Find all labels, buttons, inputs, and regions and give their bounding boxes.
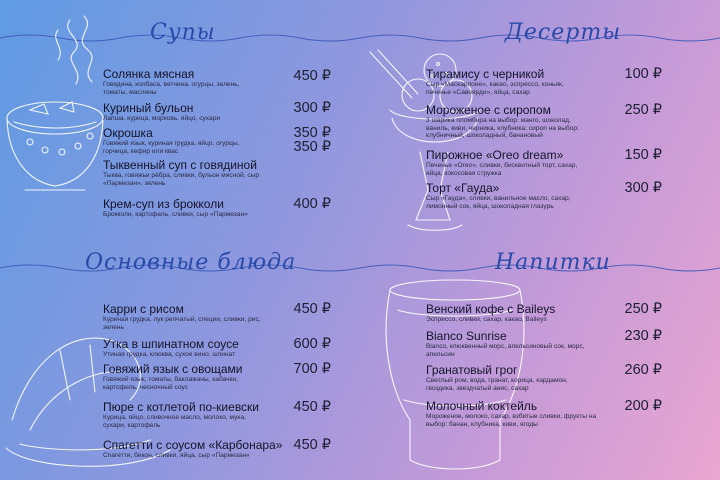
menu-item-description: Bianco, клюквенный морс, апельсиновый сок, морс, апельсин xyxy=(426,343,585,358)
menu-item-name: Тыквенный суп с говядиной xyxy=(103,158,257,172)
menu-item-description: Сыр «Маскарпоне», какао, эспрессо, коньяк, печенье «Савоярди», яйца, сахар xyxy=(426,81,564,96)
menu-item-price: 350 ₽ xyxy=(293,125,331,141)
menu-item-description: Сыр «Гауда», сливки, ванильное масло, сахар, лимонный сок, яйца, шоколадная глазурь xyxy=(426,195,571,210)
menu-item-price: 260 ₽ xyxy=(624,362,662,378)
menu-item-name: Куриный бульон xyxy=(103,101,194,115)
menu-item-price: 300 ₽ xyxy=(624,180,662,196)
menu-item xyxy=(426,399,662,435)
menu-item-name: Тирамису с черникой xyxy=(426,67,545,81)
menu-item-price: 250 ₽ xyxy=(624,301,662,317)
menu-item-name: Карри с рисом xyxy=(103,302,184,316)
menu-item-description: Светлый ром, вода, гранат, корица, кардамон, гвоздика, звездчатый анис, сахар xyxy=(426,377,568,392)
section-title-soups: Супы xyxy=(150,20,216,45)
menu-item xyxy=(103,337,331,362)
menu-item-name: Торт «Гауда» xyxy=(426,181,500,195)
mains-list xyxy=(103,302,331,462)
menu-item-name: Окрошка xyxy=(103,126,153,140)
menu-item-price: 350 ₽ xyxy=(293,139,331,155)
menu-item-price: 450 ₽ xyxy=(293,301,331,317)
menu-item-description: Печенье «Oreo», сливки, бисквитный торт, сахар, яйца, кокосовая стружка xyxy=(426,162,578,177)
menu-item-price: 700 ₽ xyxy=(293,361,331,377)
menu-item-price: 450 ₽ xyxy=(293,437,331,453)
section-title-drinks: Напитки xyxy=(495,250,611,275)
menu-item xyxy=(426,181,662,217)
menu-item xyxy=(426,363,662,399)
menu-item xyxy=(426,148,662,181)
menu-item-description: Говядина, колбаса, ветчина, огурцы, зелень, томаты, маслины xyxy=(103,81,240,96)
menu-item-price: 250 ₽ xyxy=(624,102,662,118)
menu-item xyxy=(426,103,662,148)
soup-bowl-illustration xyxy=(7,16,103,190)
menu-item-price: 400 ₽ xyxy=(293,196,331,212)
menu-item xyxy=(103,67,331,101)
menu-item-name: Говяжий язык с овощами xyxy=(103,362,243,376)
menu-item-price: 150 ₽ xyxy=(624,147,662,163)
menu-item-price: 200 ₽ xyxy=(624,398,662,414)
menu-item-name: Мороженое с сиропом xyxy=(426,103,551,117)
menu-item-price: 100 ₽ xyxy=(624,66,662,82)
menu-item xyxy=(103,438,331,462)
menu-item-description: Спагетти, бекон, сливки, яйца, сыр «Пармезан» xyxy=(103,452,250,459)
menu-item xyxy=(426,329,662,363)
menu-item-description: Утиная грудка, клюква, сухое вино, шпинат xyxy=(103,351,236,358)
menu-item-name: Пирожное «Oreo dream» xyxy=(426,148,564,162)
menu-item-description: Курица, яйцо, сливочное масло, молоко, мука, сухари, картофель xyxy=(103,414,246,429)
menu-item-description: Куриная грудка, лук репчатый, специи, сливки, рис, зелень xyxy=(103,316,261,331)
drinks-list xyxy=(426,302,662,435)
menu-item-name: Крем-суп из брокколи xyxy=(103,197,224,211)
menu-item-name: Гранатовый грог xyxy=(426,363,518,377)
menu-item-description: Тыква, говяжьи рёбра, сливки, бульон мясной, сыр «Пармезан», зелень xyxy=(103,172,260,187)
menu-item xyxy=(426,67,662,103)
menu-item xyxy=(103,302,331,337)
menu-item-price: 600 ₽ xyxy=(293,336,331,352)
menu-item-description: 3 шарика пломбира на выбор: манго, шоколад, ваниль, киви, черника, клубника; сироп на выбор: клубничный, шоколадный, банановый xyxy=(426,117,579,140)
menu-item xyxy=(103,362,331,400)
menu-item-description: Говяжий язык, куриная грудка, яйцо, огурцы, горчица, кефир или квас xyxy=(103,140,240,155)
menu-item-name: Венский кофе с Baileys xyxy=(426,302,556,316)
soups-list xyxy=(103,67,331,221)
menu-item-name: Пюре с котлетой по-киевски xyxy=(103,400,260,414)
menu-item-name: Солянка мясная xyxy=(103,67,195,81)
menu-item-description: Говяжий язык, томаты, баклажаны, кабачки, картофель, чесночный соус xyxy=(103,376,238,391)
menu-item-name: Утка в шпинатном соусе xyxy=(103,337,239,351)
menu-item-description: Лапша, курица, морковь, яйцо, сухари xyxy=(103,115,221,122)
menu-item xyxy=(103,400,331,438)
menu-item-description: Эспрессо, сливки, сахар, какао, Baileys xyxy=(426,316,547,323)
menu-item-name: Bianco Sunrise xyxy=(426,329,507,343)
menu-item-price: 300 ₽ xyxy=(293,100,331,116)
menu-item xyxy=(426,302,662,329)
section-title-mains: Основные блюда xyxy=(85,250,297,275)
menu-item-name: Молочный коктейль xyxy=(426,399,538,413)
menu-item-name: Спагетти с соусом «Карбонара» xyxy=(103,438,283,452)
menu-item-description: Брокколи, картофель, сливки, сыр «Пармезан» xyxy=(103,211,248,218)
desserts-list xyxy=(426,67,662,217)
menu-item-price: 230 ₽ xyxy=(624,328,662,344)
menu-item xyxy=(103,197,331,221)
menu-item-price: 450 ₽ xyxy=(293,399,331,415)
menu-item-description: Мороженое, молоко, сахар, взбитые сливки, фрукты на выбор: банан, клубника, киви, ягоды xyxy=(426,413,597,428)
menu-item-price: 450 ₽ xyxy=(293,68,331,84)
menu-item xyxy=(103,101,331,126)
section-title-desserts: Десерты xyxy=(505,20,622,45)
